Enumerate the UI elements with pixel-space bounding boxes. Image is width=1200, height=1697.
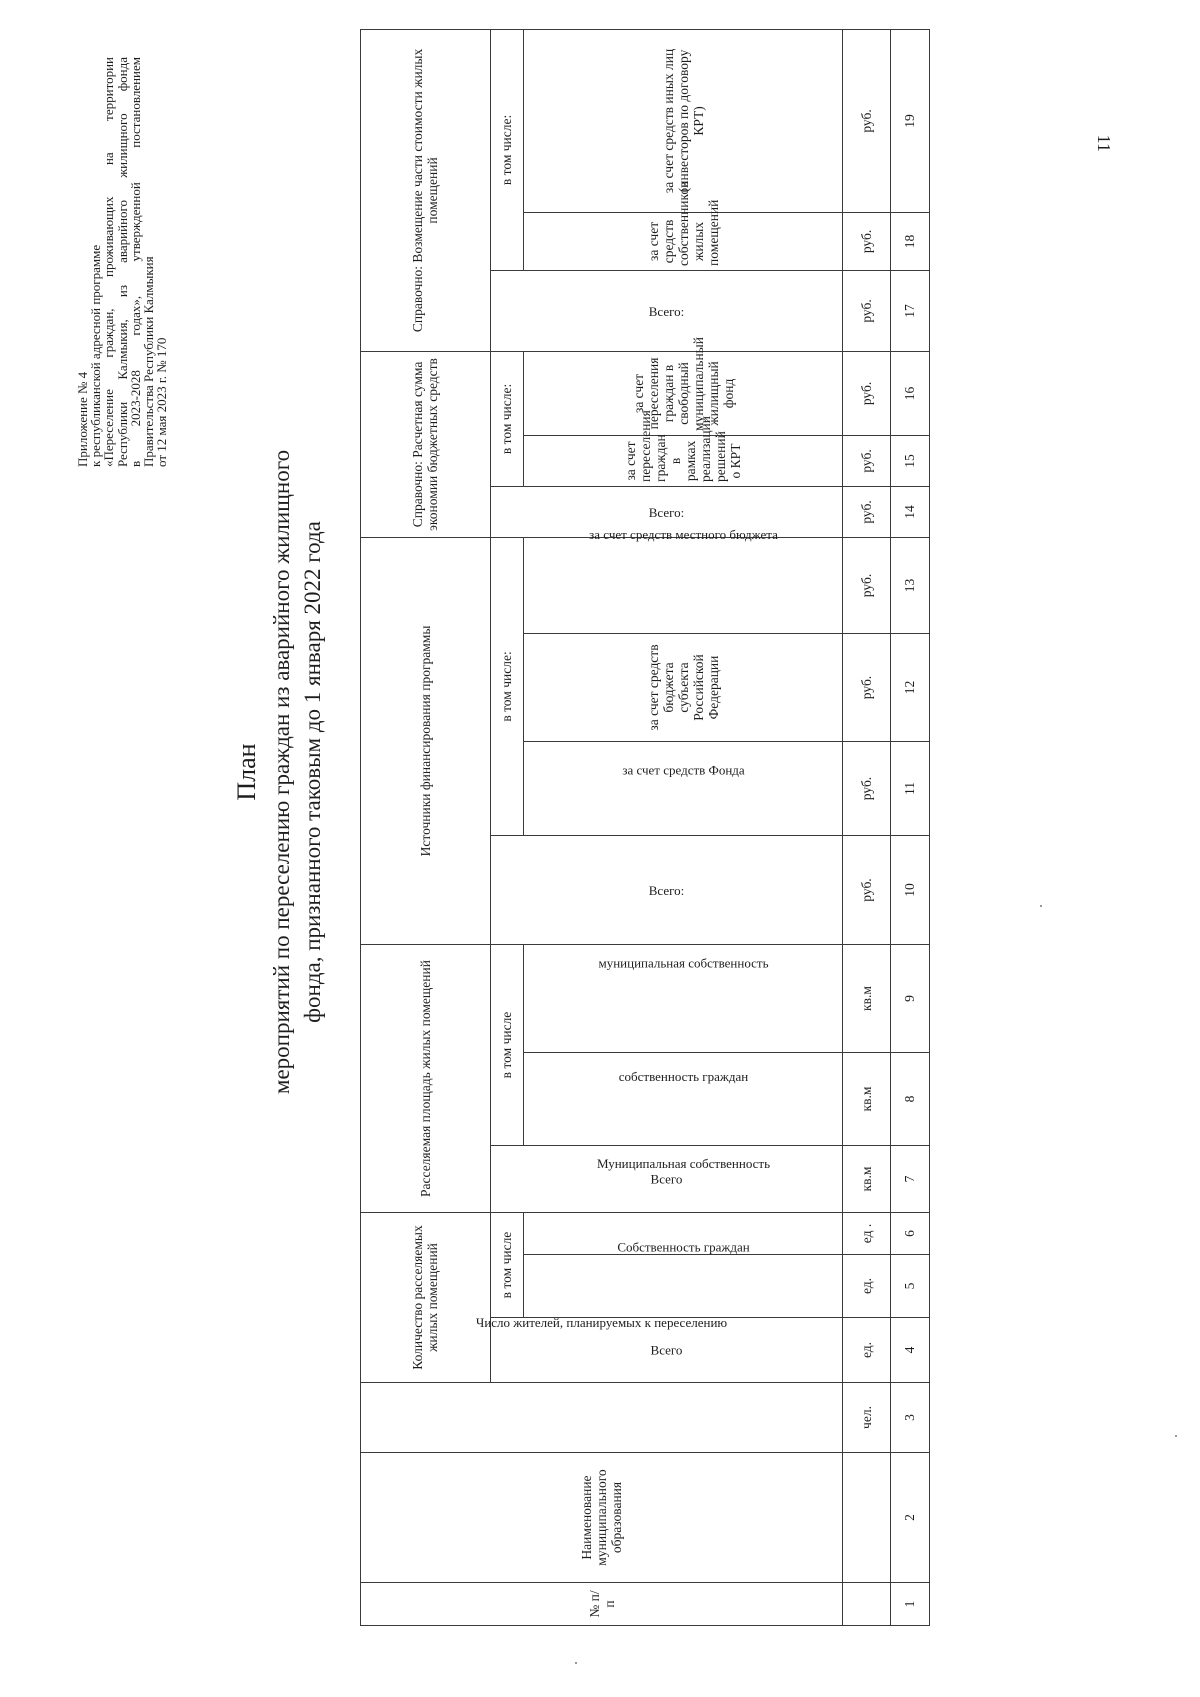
title-line-2: фонда, признанного таковым до 1 января 2022 года xyxy=(300,521,325,1023)
unit-cell: руб. xyxy=(843,742,890,836)
appendix-line: к республиканской адресной программе xyxy=(88,244,104,467)
header-group-funding: Источники финансирования программы xyxy=(361,537,491,944)
page-number: 11 xyxy=(1094,134,1114,152)
header-group-economy: Справочно: Расчетная сумма экономии бюджетных средств xyxy=(361,351,491,537)
header-funding-total-text: Всего: xyxy=(648,882,685,898)
column-number: 18 xyxy=(890,212,929,270)
header-area-municipal xyxy=(523,945,843,1053)
unit-cell: руб. xyxy=(843,435,890,486)
column-number: 3 xyxy=(890,1383,929,1453)
header-econ-free: за счет переселения граждан в свободный муниципальный жилищный фонд xyxy=(523,351,843,435)
unit-cell: руб. xyxy=(843,537,890,633)
header-funding-total xyxy=(490,836,843,945)
header-economy-incl: в том числе: xyxy=(490,351,523,486)
column-number: 10 xyxy=(890,836,929,945)
column-number: 16 xyxy=(890,351,929,435)
unit-cell: ед. xyxy=(843,1255,890,1318)
header-area-owned xyxy=(523,1053,843,1146)
scan-speck xyxy=(1175,1435,1177,1437)
title-main: План xyxy=(232,743,261,801)
column-number: 1 xyxy=(890,1583,929,1626)
column-number: 12 xyxy=(890,634,929,742)
appendix-line: Приложение № 4 xyxy=(75,371,90,467)
unit-cell: руб. xyxy=(843,270,890,351)
column-number: 17 xyxy=(890,270,929,351)
column-number: 7 xyxy=(890,1146,929,1213)
scan-speck xyxy=(575,1662,577,1664)
unit-cell xyxy=(843,1453,890,1583)
header-area-owned-text: собственность граждан xyxy=(618,1068,748,1084)
header-fund-subject: за счет средств бюджета субъекта Российской Федерации xyxy=(523,634,843,742)
header-compensation-total xyxy=(490,270,843,351)
header-group-compensation: Справочно: Возмещение части стоимости жилых помещений xyxy=(361,29,491,351)
header-area-incl: в том числе xyxy=(490,945,523,1146)
appendix-note xyxy=(76,57,168,467)
unit-cell: кв.м xyxy=(843,1053,890,1146)
header-row-groups xyxy=(361,29,491,1625)
header-count-incl: в том числе xyxy=(490,1213,523,1318)
header-funding-incl: в том числе: xyxy=(490,537,523,835)
header-residents-text: Число жителей, планируемых к переселению xyxy=(476,1314,728,1330)
header-count-owned xyxy=(523,1239,843,1318)
header-group-count: Количество расселяемых жилых помещений xyxy=(361,1213,491,1383)
plan-table-wrapper xyxy=(360,30,930,1626)
unit-cell: ед . xyxy=(843,1213,890,1255)
units-row xyxy=(843,29,890,1625)
header-economy-total-text: Всего: xyxy=(648,504,685,520)
header-area-municipal-text: муниципальная собственность xyxy=(598,955,769,971)
header-number: № п/п xyxy=(361,1583,843,1626)
unit-cell xyxy=(843,1583,890,1626)
column-number: 15 xyxy=(890,435,929,486)
header-count-owned-text: Собственность граждан xyxy=(616,1239,750,1255)
header-comp-other: за счет средств иных лиц (инвесторов по договору КРТ) xyxy=(523,29,843,212)
scan-speck xyxy=(1040,905,1042,907)
unit-cell: руб. xyxy=(843,486,890,537)
unit-cell: руб. xyxy=(843,634,890,742)
column-number: 19 xyxy=(890,29,929,212)
header-compensation-total-text: Всего: xyxy=(648,303,685,319)
column-number: 11 xyxy=(890,742,929,836)
header-group-area: Расселяемая площадь жилых помещений xyxy=(361,945,491,1213)
appendix-line: Правительства Республики Калмыкия xyxy=(141,256,157,467)
column-number-row xyxy=(890,29,929,1625)
header-compensation-incl: в том числе: xyxy=(490,29,523,270)
column-number: 9 xyxy=(890,945,929,1053)
column-number: 4 xyxy=(890,1318,929,1383)
unit-cell: руб. xyxy=(843,29,890,212)
header-count-total-text: Всего xyxy=(650,1342,683,1358)
unit-cell: руб. xyxy=(843,351,890,435)
column-number: 8 xyxy=(890,1053,929,1146)
header-fund-local-text: за счет средств местного бюджета xyxy=(588,527,778,543)
column-number: 6 xyxy=(890,1213,929,1255)
column-number: 5 xyxy=(890,1255,929,1318)
unit-cell: кв.м xyxy=(843,1146,890,1213)
column-number: 14 xyxy=(890,486,929,537)
appendix-line: «Переселение граждан, проживающих на территории xyxy=(101,57,117,467)
header-area-total-text: Всего xyxy=(650,1171,683,1187)
header-fund-local xyxy=(523,527,843,633)
header-count-municipal-text: Муниципальная собственность xyxy=(596,1155,770,1171)
appendix-line: в 2023-2028 годах», утвержденной постановлением xyxy=(127,57,143,467)
unit-cell: руб. xyxy=(843,212,890,270)
unit-cell: ед. xyxy=(843,1318,890,1383)
plan-table xyxy=(360,29,930,1626)
header-comp-owners: за счет средств собственников жилых помещений xyxy=(523,212,843,270)
title-line-1: мероприятий по переселению граждан из аварийного жилищного xyxy=(269,449,294,1095)
appendix-line: Республики Калмыкия, из аварийного жилищного фонда xyxy=(114,57,130,467)
header-econ-krt: за счет переселения граждан в рамках реализации решений о КРТ xyxy=(523,435,843,486)
document-title xyxy=(232,147,328,1397)
unit-cell: руб. xyxy=(843,836,890,945)
column-number: 2 xyxy=(890,1453,929,1583)
appendix-line: от 12 мая 2023 г. № 170 xyxy=(154,337,170,467)
header-fund-fund-text: за счет средств Фонда xyxy=(621,762,745,778)
header-fund-fund xyxy=(523,742,843,836)
unit-cell: кв.м xyxy=(843,945,890,1053)
column-number: 13 xyxy=(890,537,929,633)
unit-cell: чел. xyxy=(843,1383,890,1453)
header-municipality: Наименование муниципального образования xyxy=(361,1453,843,1583)
